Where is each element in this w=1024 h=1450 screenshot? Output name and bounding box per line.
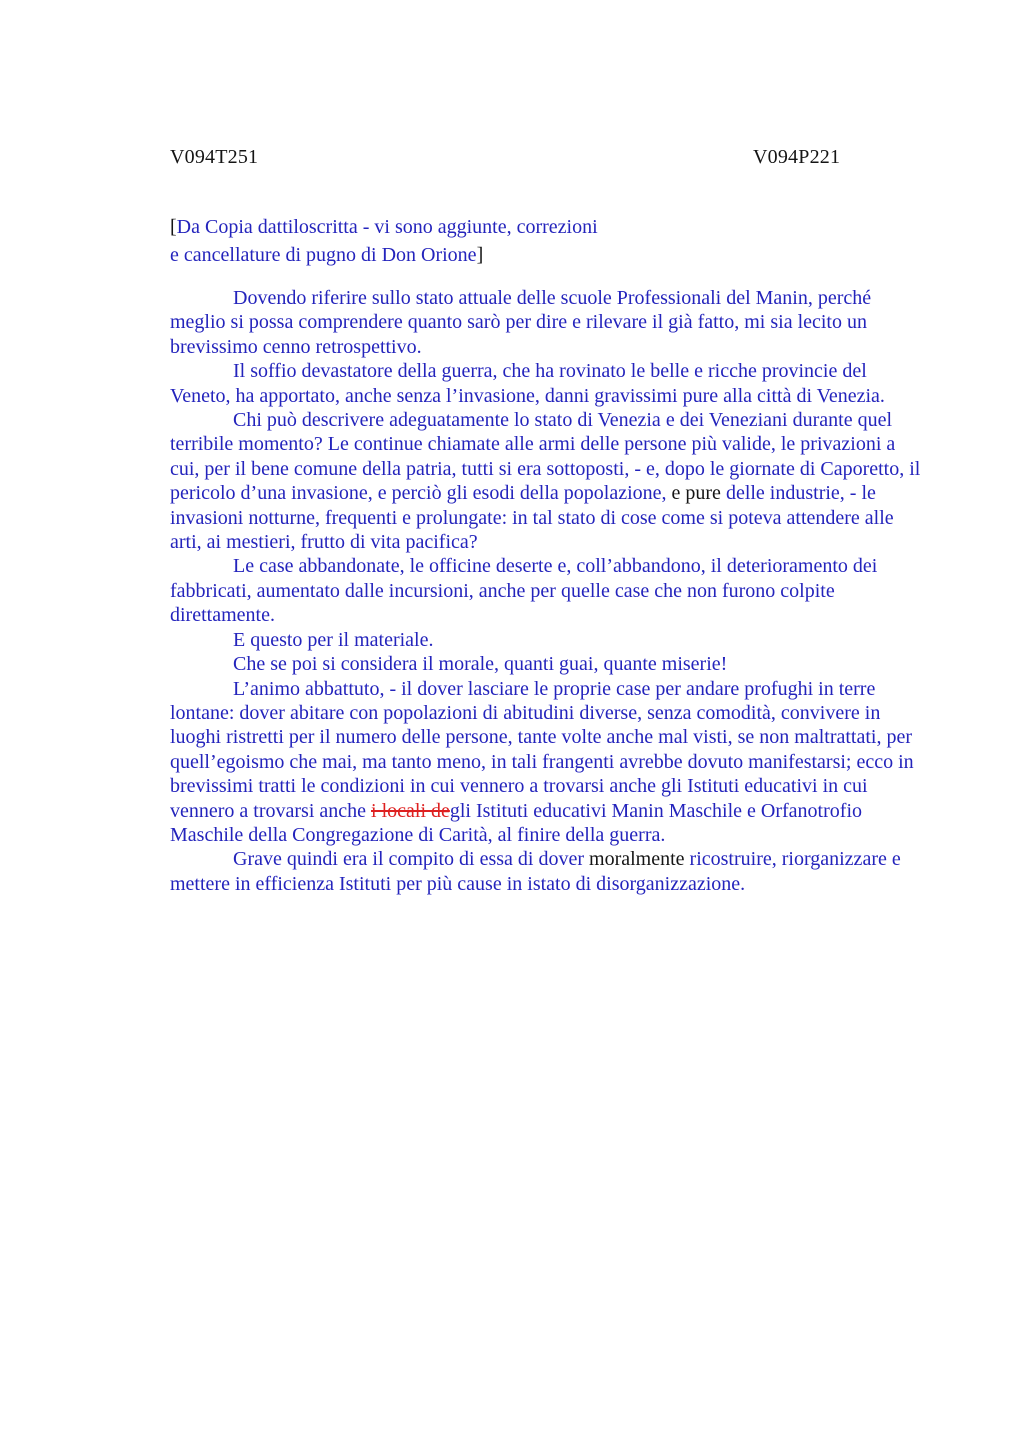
text-segment-blue: Che se poi si considera il morale, quanti guai, quante miserie!	[233, 653, 728, 676]
text-segment-black: e pure	[671, 482, 721, 505]
paragraph	[170, 359, 922, 408]
text-segment-blue: Grave quindi era il compito di essa di dover	[233, 848, 590, 871]
text-segment-black: ]	[476, 244, 484, 266]
text-segment-blue: L’animo abbattuto, - il dover lasciare le proprie case per andare profughi in terre lontane: dover abitare con popolazioni di abitudini diverse, senza comodità, convivere in luoghi ristretti per il numero delle persone, tante volte anche mal visti, se non maltrattati, per quell’egoismo che mai, ma tanto meno, in tali frangenti avrebbe dovuto manifestarsi; ecco in brevissimi tratti le condizioni in cui vennero a trovarsi anche gli Istituti educativi in cui vennero a trovarsi anche	[170, 677, 914, 822]
text-segment-black: [	[170, 216, 177, 238]
text-segment-blue: e cancellature di pugno di Don Orione	[170, 244, 477, 266]
paragraph	[170, 408, 922, 554]
body-text	[170, 286, 922, 896]
text-segment-blue: Le case abbandonate, le officine deserte e, coll’abbandono, il deterioramento dei fabbricati, aumentato dalle incursioni, anche per quelle case che non furono colpite direttamente.	[170, 555, 878, 627]
text-segment-blue: delle industrie, - le invasioni notturne, frequenti e prolungate: in tal stato di cose come si poteva attendere alle arti, ai mestieri, frutto di vita pacifica?	[170, 482, 894, 554]
text-segment-blue: gli Istituti educativi Manin Maschile e Orfanotrofio Maschile della Congregazione di Carità, al finire della guerra.	[170, 799, 862, 846]
paragraph	[170, 652, 922, 676]
note-line	[170, 213, 930, 241]
paragraph	[170, 628, 922, 652]
header-left-code: V094T251	[170, 146, 259, 168]
text-segment-blue: Chi può descrivere adeguatamente lo stato di Venezia e dei Veneziani durante quel terribile momento? Le continue chiamate alle armi delle persone più valide, le privazioni a cui, per il bene comune della patria, tutti si era sottoposti, - e, dopo le giornate di Caporetto, il pericolo d’una invasione, e perciò gli esodi della popolazione,	[170, 409, 921, 505]
header-right-code: V094P221	[753, 146, 841, 168]
text-segment-black: moralmente	[589, 848, 685, 871]
paragraph	[170, 847, 922, 896]
text-segment-blue: ricostruire, riorganizzare e mettere in efficienza Istituti per più cause in istato di disorganizzazione.	[170, 848, 901, 895]
text-segment-blue: Il soffio devastatore della guerra, che ha rovinato le belle e ricche provincie del Veneto, ha apportato, anche senza l’invasione, danni gravissimi pure alla città di Venezia.	[170, 360, 885, 407]
text-segment-blue: Da Copia dattiloscritta - vi sono aggiunte, correzioni	[176, 216, 598, 238]
paragraph	[170, 286, 922, 359]
paragraph	[170, 554, 922, 627]
paragraph	[170, 677, 922, 848]
text-segment-blue: E questo per il materiale.	[233, 628, 434, 651]
note-line	[170, 241, 930, 269]
transcription-note	[170, 213, 930, 269]
text-segment-blue: Dovendo riferire sullo stato attuale delle scuole Professionali del Manin, perché meglio si possa comprendere quanto sarò per dire e rilevare il già fatto, mi sia lecito un brevissimo cenno retrospettivo.	[170, 287, 872, 358]
text-segment-red-strike: i locali de	[371, 799, 450, 822]
